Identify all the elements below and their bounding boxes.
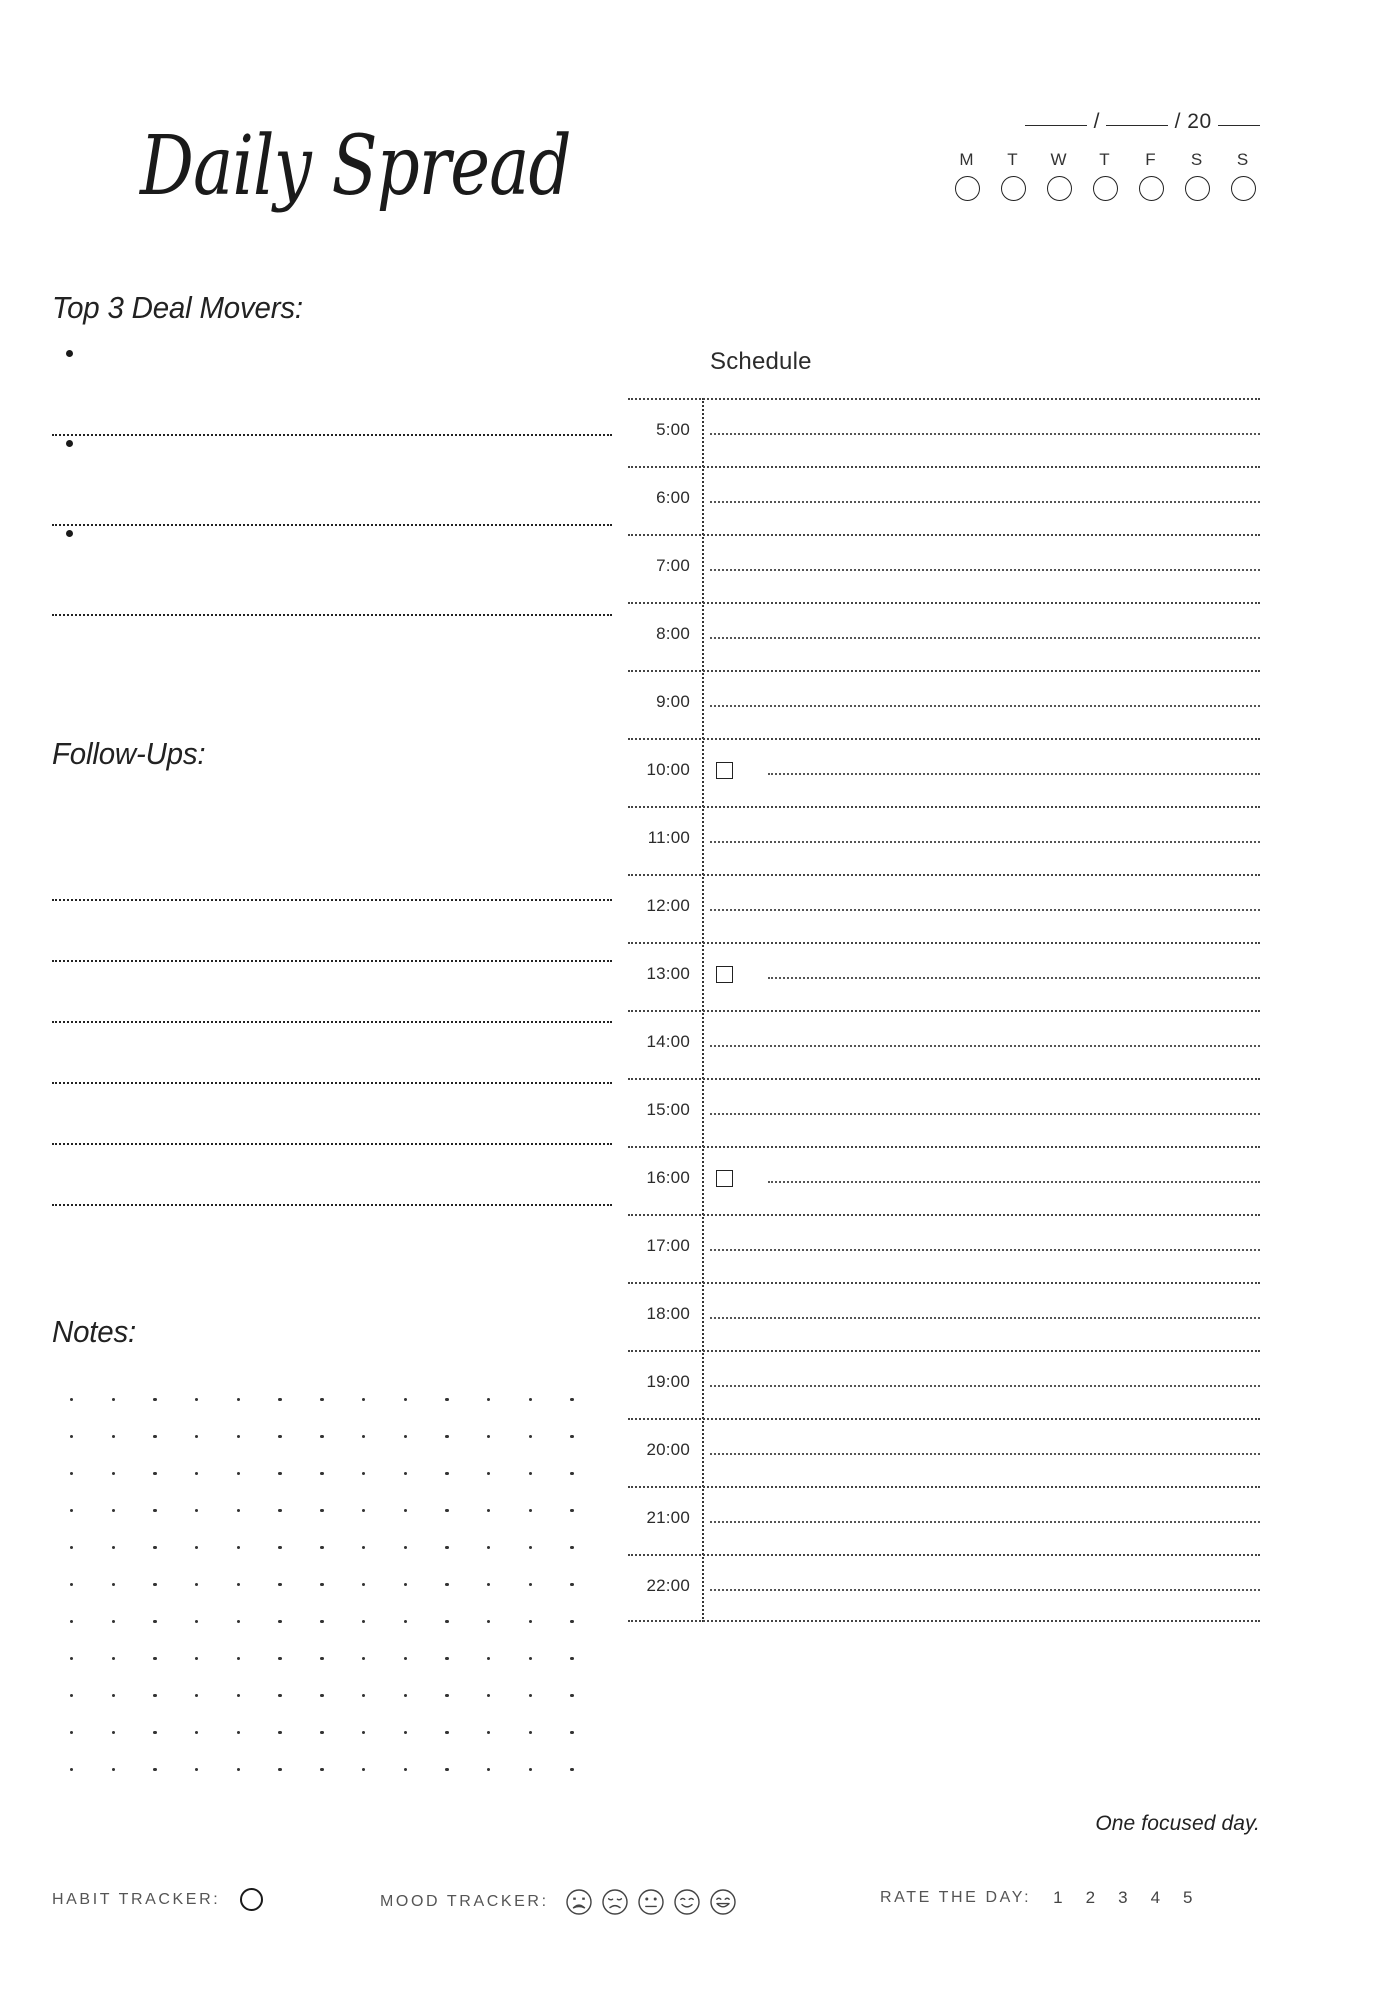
hour-label: 21:00	[646, 1508, 690, 1527]
schedule-hour-row[interactable]	[628, 1486, 1260, 1554]
hour-label: 18:00	[646, 1304, 690, 1323]
hour-separator-line	[628, 1418, 1260, 1420]
hour-checkbox[interactable]	[716, 966, 733, 983]
grid-dot	[153, 1694, 156, 1697]
grid-dot	[362, 1768, 365, 1771]
bullet-icon	[66, 440, 73, 447]
grimace-face-icon[interactable]	[565, 1888, 593, 1916]
grid-dot	[362, 1620, 365, 1623]
grid-dot	[529, 1546, 532, 1549]
hour-write-line[interactable]	[710, 1589, 1260, 1591]
rate-the-day-label: RATE THE DAY:	[880, 1889, 1032, 1906]
weekday-circle[interactable]	[1231, 176, 1256, 201]
weekday-thursday[interactable]	[1088, 150, 1122, 201]
hour-label: 9:00	[656, 692, 690, 711]
schedule-hour-row[interactable]	[628, 1010, 1260, 1078]
grid-dot	[320, 1620, 323, 1623]
write-line[interactable]	[52, 614, 612, 616]
date-separator-2: /	[1174, 110, 1181, 133]
grid-dot	[570, 1472, 573, 1475]
grid-dot	[112, 1472, 115, 1475]
weekday-label: W	[1050, 150, 1068, 169]
hour-separator-line	[628, 670, 1260, 672]
schedule-section	[628, 348, 1260, 1622]
hour-label: 19:00	[646, 1372, 690, 1391]
grid-dot	[570, 1694, 573, 1697]
hour-separator-line	[628, 738, 1260, 740]
grid-dot	[362, 1657, 365, 1660]
hour-write-line[interactable]	[768, 773, 1260, 775]
schedule-hour-row[interactable]	[628, 1418, 1260, 1486]
grid-dot	[237, 1472, 240, 1475]
grid-dot	[320, 1657, 323, 1660]
schedule-hour-row[interactable]	[628, 942, 1260, 1010]
grid-dot	[70, 1546, 73, 1549]
grid-dot	[404, 1509, 407, 1512]
grid-dot	[278, 1620, 281, 1623]
grid-dot	[237, 1694, 240, 1697]
mood-face-options	[565, 1888, 737, 1916]
weekday-circle[interactable]	[955, 176, 980, 201]
grid-dot	[237, 1620, 240, 1623]
grid-dot	[320, 1398, 323, 1401]
grid-dot	[529, 1472, 532, 1475]
hour-separator-line	[628, 466, 1260, 468]
list-item[interactable]	[52, 436, 612, 526]
grid-dot	[404, 1546, 407, 1549]
grid-dot	[362, 1583, 365, 1586]
hour-write-line[interactable]	[710, 1249, 1260, 1251]
grid-dot	[195, 1509, 198, 1512]
grid-dot	[570, 1546, 573, 1549]
weekday-label: T	[1007, 150, 1019, 169]
grid-dot	[112, 1694, 115, 1697]
schedule-hour-row[interactable]	[628, 738, 1260, 806]
footer-quote: One focused day.	[1095, 1812, 1260, 1835]
weekday-selector	[950, 150, 1260, 201]
grid-dot	[445, 1768, 448, 1771]
grid-dot	[487, 1657, 490, 1660]
grid-dot	[70, 1435, 73, 1438]
grid-dot	[237, 1546, 240, 1549]
schedule-hour-row[interactable]	[628, 534, 1260, 602]
grid-dot	[570, 1768, 573, 1771]
mood-tracker	[380, 1888, 737, 1916]
hour-write-line[interactable]	[710, 705, 1260, 707]
follow-ups-lines	[52, 840, 612, 1206]
hour-separator-line	[628, 942, 1260, 944]
schedule-hour-row[interactable]	[628, 1146, 1260, 1214]
grid-dot	[278, 1435, 281, 1438]
weekday-label: M	[959, 150, 975, 169]
habit-tracker	[52, 1888, 263, 1911]
hour-write-line[interactable]	[710, 1317, 1260, 1319]
hour-separator-line	[628, 806, 1260, 808]
grid-dot	[445, 1546, 448, 1549]
follow-ups-section	[52, 736, 612, 1206]
schedule-hour-row[interactable]	[628, 1214, 1260, 1282]
date-block	[950, 110, 1260, 201]
hour-label: 22:00	[646, 1576, 690, 1595]
grid-dot	[70, 1620, 73, 1623]
grid-dot	[153, 1657, 156, 1660]
rate-option-5[interactable]: 5	[1183, 1888, 1194, 1907]
hour-separator-line	[628, 1486, 1260, 1488]
hour-write-line[interactable]	[710, 1521, 1260, 1523]
grid-dot	[195, 1583, 198, 1586]
hour-label: 8:00	[656, 624, 690, 643]
grid-dot	[195, 1546, 198, 1549]
grid-dot	[362, 1472, 365, 1475]
grid-dot	[153, 1435, 156, 1438]
schedule-hour-row[interactable]	[628, 466, 1260, 534]
schedule-bottom-line	[628, 1620, 1260, 1622]
grid-dot	[487, 1546, 490, 1549]
grid-dot	[362, 1731, 365, 1734]
grid-dot	[487, 1731, 490, 1734]
rate-options	[1053, 1888, 1193, 1908]
grid-dot	[195, 1435, 198, 1438]
grid-dot	[445, 1731, 448, 1734]
hour-write-line[interactable]	[710, 501, 1260, 503]
grid-dot	[195, 1620, 198, 1623]
grid-dot	[70, 1509, 73, 1512]
page-title: Daily Spread	[140, 119, 571, 214]
weekday-label: F	[1145, 150, 1157, 169]
rate-option-4[interactable]: 4	[1150, 1888, 1162, 1907]
grid-dot	[237, 1731, 240, 1734]
grid-dot	[570, 1731, 573, 1734]
grid-dot	[237, 1435, 240, 1438]
schedule-grid	[628, 398, 1260, 1622]
grid-dot	[445, 1509, 448, 1512]
bullet-icon	[66, 350, 73, 357]
grid-dot	[570, 1620, 573, 1623]
schedule-title: Schedule	[710, 348, 812, 375]
weekday-monday[interactable]	[950, 150, 984, 201]
hour-label: 12:00	[646, 896, 690, 915]
hour-label: 7:00	[656, 556, 690, 575]
grid-dot	[404, 1435, 407, 1438]
grid-dot	[237, 1657, 240, 1660]
grid-dot	[529, 1657, 532, 1660]
grid-dot	[112, 1435, 115, 1438]
grid-dot	[70, 1472, 73, 1475]
smile-face-icon[interactable]	[673, 1888, 701, 1916]
habit-tracker-label: HABIT TRACKER:	[52, 1890, 221, 1908]
grid-dot	[112, 1546, 115, 1549]
grid-dot	[112, 1620, 115, 1623]
schedule-hour-row[interactable]	[628, 602, 1260, 670]
hour-label: 5:00	[656, 420, 690, 439]
grid-dot	[362, 1509, 365, 1512]
weekday-tuesday[interactable]	[996, 150, 1030, 201]
rate-the-day	[880, 1888, 1194, 1908]
grid-dot	[153, 1620, 156, 1623]
write-line[interactable]	[52, 840, 612, 901]
grid-dot	[404, 1620, 407, 1623]
hour-label: 11:00	[647, 828, 690, 847]
schedule-hour-row[interactable]	[628, 670, 1260, 738]
weekday-label: T	[1099, 150, 1111, 169]
rate-option-2[interactable]: 2	[1085, 1888, 1097, 1907]
grid-dot	[487, 1398, 490, 1401]
grid-dot	[445, 1657, 448, 1660]
grid-dot	[404, 1694, 407, 1697]
notes-dot-grid[interactable]	[70, 1398, 612, 1805]
hour-label: 15:00	[646, 1100, 690, 1119]
grid-dot	[153, 1398, 156, 1401]
grid-dot	[404, 1583, 407, 1586]
grid-dot	[320, 1694, 323, 1697]
grid-dot	[362, 1546, 365, 1549]
hour-separator-line	[628, 602, 1260, 604]
grid-dot	[529, 1768, 532, 1771]
grid-dot	[70, 1398, 73, 1401]
page-header	[0, 110, 1400, 250]
grid-dot	[278, 1694, 281, 1697]
grid-dot	[404, 1731, 407, 1734]
date-year-blank[interactable]	[1218, 125, 1260, 126]
grid-dot	[278, 1472, 281, 1475]
grid-dot	[570, 1657, 573, 1660]
grid-dot	[70, 1694, 73, 1697]
write-line[interactable]	[52, 962, 612, 1023]
schedule-hour-row[interactable]	[628, 1350, 1260, 1418]
weekday-label: S	[1190, 150, 1204, 169]
grid-dot	[404, 1657, 407, 1660]
grid-dot	[195, 1472, 198, 1475]
grid-dot	[70, 1731, 73, 1734]
follow-ups-heading: Follow-Ups:	[52, 736, 206, 771]
mood-tracker-label: MOOD TRACKER:	[380, 1893, 549, 1910]
hour-separator-line	[628, 1350, 1260, 1352]
hour-label: 16:00	[646, 1168, 690, 1187]
hour-separator-line	[628, 1078, 1260, 1080]
grid-dot	[195, 1731, 198, 1734]
hour-write-line[interactable]	[710, 1453, 1260, 1455]
hour-checkbox[interactable]	[716, 1170, 733, 1187]
hour-separator-line	[628, 1554, 1260, 1556]
notes-heading: Notes:	[52, 1314, 136, 1349]
weekday-saturday[interactable]	[1180, 150, 1214, 201]
top-deal-movers-heading: Top 3 Deal Movers:	[52, 290, 303, 325]
grid-dot	[320, 1509, 323, 1512]
weekday-sunday[interactable]	[1226, 150, 1260, 201]
grid-dot	[237, 1398, 240, 1401]
grid-dot	[529, 1620, 532, 1623]
hour-separator-line	[628, 1282, 1260, 1284]
grid-dot	[570, 1509, 573, 1512]
grid-dot	[320, 1583, 323, 1586]
hour-separator-line	[628, 398, 1260, 400]
grid-dot	[278, 1657, 281, 1660]
grid-dot	[153, 1546, 156, 1549]
grid-dot	[237, 1509, 240, 1512]
hour-write-line[interactable]	[768, 1181, 1260, 1183]
grid-dot	[320, 1435, 323, 1438]
list-item[interactable]	[52, 526, 612, 616]
grid-dot	[153, 1768, 156, 1771]
left-column	[52, 290, 612, 1805]
hour-label: 17:00	[646, 1236, 690, 1255]
grid-dot	[362, 1398, 365, 1401]
grid-dot	[570, 1435, 573, 1438]
schedule-hour-row[interactable]	[628, 1554, 1260, 1622]
hour-checkbox[interactable]	[716, 762, 733, 779]
weekday-wednesday[interactable]	[1042, 150, 1076, 201]
grid-dot	[529, 1509, 532, 1512]
grid-dot	[195, 1694, 198, 1697]
hour-write-line[interactable]	[710, 1113, 1260, 1115]
grid-dot	[570, 1398, 573, 1401]
hour-write-line[interactable]	[710, 637, 1260, 639]
grid-dot	[112, 1509, 115, 1512]
grid-dot	[362, 1694, 365, 1697]
grid-dot	[487, 1583, 490, 1586]
rate-option-3[interactable]: 3	[1118, 1888, 1129, 1907]
grid-dot	[320, 1768, 323, 1771]
grid-dot	[445, 1435, 448, 1438]
hour-write-line[interactable]	[710, 1045, 1260, 1047]
grid-dot	[445, 1583, 448, 1586]
grid-dot	[570, 1583, 573, 1586]
date-fill-line[interactable]	[950, 110, 1260, 134]
grid-dot	[112, 1583, 115, 1586]
hour-label: 10:00	[646, 760, 690, 779]
grid-dot	[195, 1398, 198, 1401]
hour-separator-line	[628, 1214, 1260, 1216]
schedule-hour-row[interactable]	[628, 874, 1260, 942]
write-line[interactable]	[52, 1084, 612, 1145]
grid-dot	[487, 1509, 490, 1512]
grid-dot	[362, 1435, 365, 1438]
list-item[interactable]	[52, 346, 612, 436]
grid-dot	[529, 1694, 532, 1697]
grid-dot	[404, 1398, 407, 1401]
schedule-hour-row[interactable]	[628, 806, 1260, 874]
grid-dot	[445, 1398, 448, 1401]
weekday-label: S	[1236, 150, 1250, 169]
grid-dot	[487, 1435, 490, 1438]
weekday-circle[interactable]	[1001, 176, 1026, 201]
date-month-blank[interactable]	[1106, 125, 1168, 126]
grid-dot	[278, 1731, 281, 1734]
grid-dot	[487, 1472, 490, 1475]
schedule-hour-row[interactable]	[628, 1282, 1260, 1350]
grid-dot	[153, 1731, 156, 1734]
hour-write-line[interactable]	[710, 433, 1260, 435]
write-line[interactable]	[52, 1145, 612, 1206]
grid-dot	[404, 1472, 407, 1475]
hour-separator-line	[628, 534, 1260, 536]
grid-dot	[445, 1472, 448, 1475]
rate-option-1[interactable]: 1	[1053, 1888, 1064, 1907]
grid-dot	[112, 1731, 115, 1734]
grid-dot	[445, 1694, 448, 1697]
hour-label: 20:00	[646, 1440, 690, 1459]
grid-dot	[153, 1583, 156, 1586]
weekday-circle[interactable]	[1093, 176, 1118, 201]
write-line[interactable]	[52, 1023, 612, 1084]
grid-dot	[529, 1731, 532, 1734]
grid-dot	[70, 1657, 73, 1660]
page-footer	[0, 1880, 1400, 1940]
hour-separator-line	[628, 1010, 1260, 1012]
grid-dot	[70, 1768, 73, 1771]
habit-circle-icon[interactable]	[240, 1888, 263, 1911]
grid-dot	[445, 1620, 448, 1623]
hour-label: 13:00	[646, 964, 690, 983]
hour-write-line[interactable]	[710, 1385, 1260, 1387]
grid-dot	[237, 1768, 240, 1771]
weekday-circle[interactable]	[1047, 176, 1072, 201]
grid-dot	[320, 1472, 323, 1475]
grid-dot	[112, 1657, 115, 1660]
grid-dot	[112, 1768, 115, 1771]
grid-dot	[487, 1620, 490, 1623]
grid-dot	[278, 1398, 281, 1401]
date-day-blank[interactable]	[1025, 125, 1087, 126]
hour-write-line[interactable]	[710, 841, 1260, 843]
grid-dot	[278, 1768, 281, 1771]
grid-dot	[529, 1435, 532, 1438]
date-separator-1: /	[1093, 110, 1100, 133]
schedule-hour-row[interactable]	[628, 398, 1260, 466]
grid-dot	[320, 1731, 323, 1734]
date-year-prefix: 20	[1187, 110, 1212, 133]
notes-section	[52, 1314, 612, 1805]
hour-write-line[interactable]	[710, 569, 1260, 571]
grid-dot	[112, 1398, 115, 1401]
hour-write-line[interactable]	[710, 909, 1260, 911]
hour-separator-line	[628, 1146, 1260, 1148]
grid-dot	[487, 1768, 490, 1771]
grid-dot	[70, 1583, 73, 1586]
grid-dot	[278, 1583, 281, 1586]
neutral-face-icon[interactable]	[637, 1888, 665, 1916]
grid-dot	[278, 1509, 281, 1512]
hour-write-line[interactable]	[768, 977, 1260, 979]
grid-dot	[487, 1694, 490, 1697]
grid-dot	[278, 1546, 281, 1549]
bullet-icon	[66, 530, 73, 537]
grid-dot	[404, 1768, 407, 1771]
grid-dot	[320, 1546, 323, 1549]
hour-label: 6:00	[656, 488, 690, 507]
sad-face-icon[interactable]	[601, 1888, 629, 1916]
weekday-friday[interactable]	[1134, 150, 1168, 201]
write-line[interactable]	[52, 901, 612, 962]
grin-face-icon[interactable]	[709, 1888, 737, 1916]
grid-dot	[237, 1583, 240, 1586]
grid-dot	[529, 1398, 532, 1401]
weekday-circle[interactable]	[1185, 176, 1210, 201]
hour-separator-line	[628, 874, 1260, 876]
grid-dot	[153, 1509, 156, 1512]
top-deal-movers-list	[52, 346, 612, 616]
schedule-hour-row[interactable]	[628, 1078, 1260, 1146]
weekday-circle[interactable]	[1139, 176, 1164, 201]
grid-dot	[529, 1583, 532, 1586]
hour-label: 14:00	[646, 1032, 690, 1051]
grid-dot	[195, 1768, 198, 1771]
grid-dot	[195, 1657, 198, 1660]
grid-dot	[153, 1472, 156, 1475]
